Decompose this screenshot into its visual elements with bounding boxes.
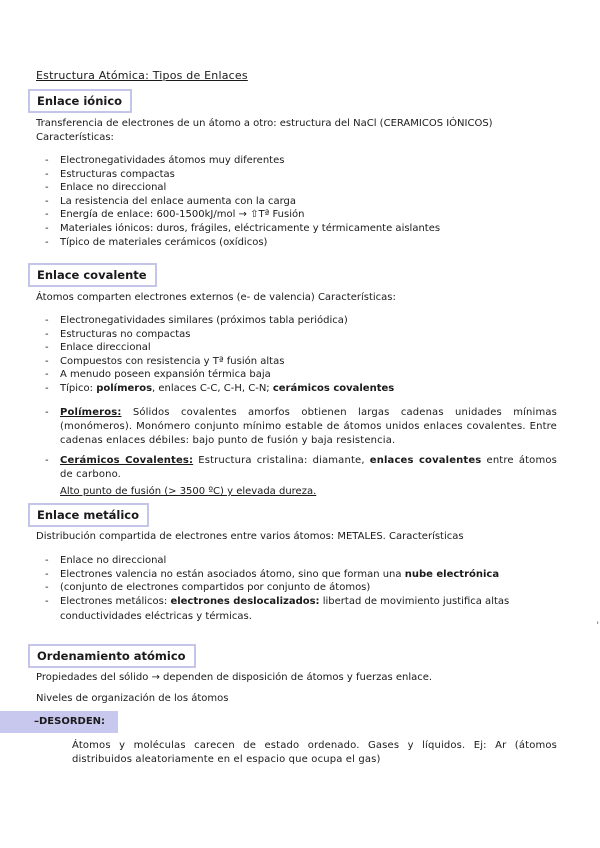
list-item: - Energía de enlace: 600-1500kJ/mol → ⇧Tª Fusión: [36, 208, 440, 222]
margin-mark: ': [596, 621, 599, 631]
list-item: - Enlace no direccional: [36, 181, 440, 195]
metallic-bullet-2-prefix: Electrones valencia no están asociados átomo, sino que forman una: [60, 568, 405, 580]
ionic-characteristics-label: Características:: [36, 132, 114, 143]
metallic-bullet-list: [36, 554, 509, 608]
typical-middle: , enlaces C-C, C-H, C-N;: [152, 382, 273, 394]
ceramics-note: Alto punto de fusión (> 3500 ºC) y elevada dureza.: [60, 486, 317, 497]
metallic-bullet-4-prefix: Electrones metálicos:: [60, 595, 171, 607]
list-item: - A menudo poseen expansión térmica baja: [36, 368, 394, 382]
metallic-bullet-4-rest: libertad de movimiento justifica altas: [319, 595, 510, 607]
list-item: - Enlace no direccional: [36, 554, 509, 568]
ceramics-text-2: entre átomos de carbono.: [60, 455, 557, 481]
ordering-levels: Niveles de organización de los átomos: [36, 693, 229, 704]
list-item: - Compuestos con resistencia y Tª fusión altas: [36, 355, 394, 369]
ionic-bullet-list: [36, 154, 440, 249]
covalent-heading: Enlace covalente: [28, 263, 157, 287]
list-item: [36, 568, 509, 582]
metallic-heading: Enlace metálico: [28, 503, 149, 527]
metallic-bullet-4-bold: electrones deslocalizados:: [170, 595, 320, 607]
list-item: - Enlace direccional: [36, 341, 394, 355]
ionic-intro: Transferencia de electrones de un átomo a otro: estructura del NaCl (CERAMICOS IÓNICOS): [36, 118, 493, 129]
covalent-intro: Átomos comparten electrones externos (e- de valencia) Características:: [36, 292, 396, 303]
covalent-bullet-list: [36, 314, 394, 396]
metallic-bullet-4-line2: conductividades eléctricas y térmicas.: [60, 611, 252, 622]
list-item: - Estructuras compactas: [36, 168, 440, 182]
list-item: - Electronegatividades similares (próximos tabla periódica): [36, 314, 394, 328]
list-item: - Electronegatividades átomos muy diferentes: [36, 154, 440, 168]
polymers-label: Polímeros:: [60, 407, 122, 418]
typical-prefix: Típico:: [60, 382, 97, 394]
ceramics-bold: enlaces covalentes: [369, 455, 482, 466]
metallic-intro: Distribución compartida de electrones entre varios átomos: METALES. Características: [36, 531, 464, 542]
disorder-label: –DESORDEN:: [0, 711, 118, 733]
covalent-ceramics-paragraph: - Cerámicos Covalentes: Estructura cristalina: diamante, enlaces covalentes entre átomos de carbono.: [45, 455, 557, 481]
polymers-text: Sólidos covalentes amorfos obtienen largas cadenas unidades mínimas (monómeros). Monómero conjunto mínimo estable de átomos unidos enlaces covalentes. Entre cadenas enlaces débiles: bajo punto de fusión y baja resistencia.: [60, 407, 557, 447]
metallic-bullet-2-bold: nube electrónica: [404, 568, 500, 580]
list-item: - Típico de materiales cerámicos (oxídicos): [36, 236, 440, 250]
ionic-heading: Enlace iónico: [28, 89, 132, 113]
list-item: - La resistencia del enlace aumenta con la carga: [36, 195, 440, 209]
page-title: Estructura Atómica: Tipos de Enlaces: [36, 69, 248, 82]
list-item: [36, 595, 509, 609]
list-item: - Estructuras no compactas: [36, 328, 394, 342]
ordering-properties: Propiedades del sólido → dependen de disposición de átomos y fuerzas enlace.: [36, 672, 433, 683]
ceramics-text-1: Estructura cristalina: diamante,: [193, 455, 370, 466]
list-item: [36, 382, 394, 396]
typical-ceramics: cerámicos covalentes: [272, 382, 395, 394]
typical-polymers: polímeros: [96, 382, 153, 394]
list-item: - (conjunto de electrones compartidos por conjunto de átomos): [36, 581, 509, 595]
polymers-paragraph: - Polímeros: Sólidos covalentes amorfos obtienen largas cadenas unidades mínimas (monómeros). Monómero conjunto mínimo estable de átomos unidos enlaces covalentes. Entre cadenas enlaces débiles: bajo punto de fusión y baja resistencia.: [45, 407, 557, 447]
list-item: - Materiales iónicos: duros, frágiles, eléctricamente y térmicamente aislantes: [36, 222, 440, 236]
disorder-text: Átomos y moléculas carecen de estado ordenado. Gases y líquidos. Ej: Ar (átomos distribuidos aleatoriamente en el espacio que ocupa el gas): [72, 740, 557, 766]
ceramics-label: Cerámicos Covalentes:: [60, 455, 194, 466]
ordering-heading: Ordenamiento atómico: [28, 644, 196, 668]
